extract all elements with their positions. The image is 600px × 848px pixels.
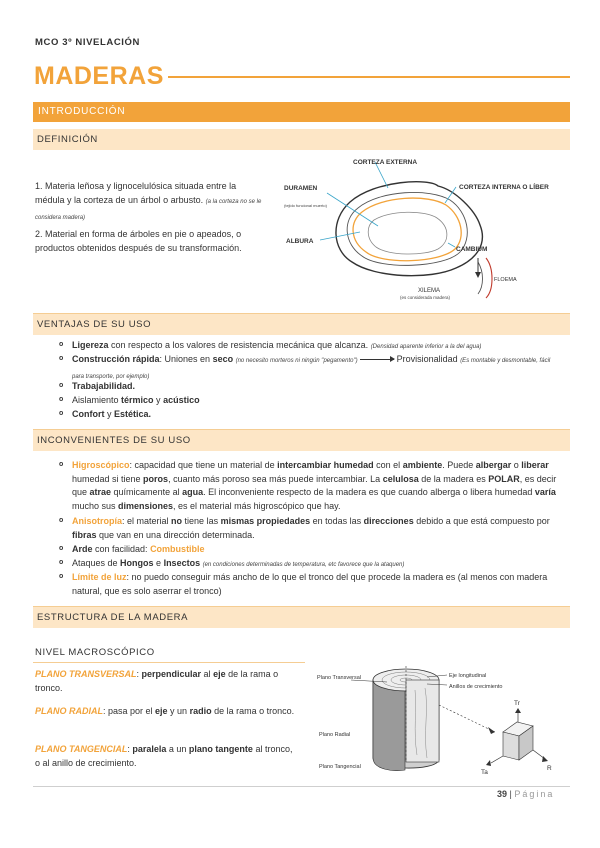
page-number: 39	[497, 789, 508, 799]
label-plano-transversal: Plano Transversal	[317, 675, 362, 681]
disadvantage-item: o Ataques de Hongos e Insectos (en condiciones determinadas de temperatura, etc favorece que la ataquen)	[72, 557, 562, 573]
disadvantage-item: o Límite de luz: no puedo conseguir más ancho de lo que el tronco del que procede la madera es (al menos con madera natural, que es solo aserrar el tronco)	[72, 571, 557, 598]
page-footer: 39 | Página	[497, 789, 555, 799]
label-xilema-note: (es considerada madera)	[400, 295, 451, 300]
subsection-macro: NIVEL MACROSCÓPICO	[35, 647, 155, 658]
section-disadvantages	[33, 430, 570, 451]
section-advantages-label: VENTAJAS DE SU USO	[37, 319, 152, 330]
disadvantage-item: o Anisotropía: el material no tiene las mismas propiedades en todas las direcciones debido a que está compuesto por fibras que van en una dirección determinada.	[72, 515, 557, 542]
title-rule	[168, 76, 570, 78]
footer-rule	[33, 786, 570, 787]
label-anillos: Anillos de crecimiento	[449, 684, 503, 690]
label-plano-radial: Plano Radial	[319, 732, 351, 738]
trunk-cross-section-diagram	[280, 150, 570, 310]
page-label: Página	[514, 789, 555, 799]
section-structure	[33, 607, 570, 628]
section-structure-label: ESTRUCTURA DE LA MADERA	[37, 612, 189, 623]
advantage-item: o Ligereza con respecto a los valores de resistencia mecánica que alcanza. (Densidad aparente inferior a la del agua)	[72, 339, 562, 355]
plane-tangential: PLANO TANGENCIAL: paralela a un plano tangente al tronco, o al anillo de crecimiento.	[35, 744, 293, 768]
section-intro-label: INTRODUCCIÓN	[38, 106, 126, 117]
course-label: MCO 3º NIVELACIÓN	[35, 37, 140, 48]
label-duramen-note: (tejido funcional muerto)	[284, 203, 327, 208]
label-xilema: XILEMA	[418, 288, 441, 294]
section-definition-label: DEFINICIÓN	[37, 134, 98, 145]
disadvantage-item: o Arde con facilidad: Combustible	[72, 543, 562, 557]
definition-2: 2. Material en forma de árboles en pie o apeados, o productos obtenidos después de su transformación.	[35, 229, 242, 253]
label-r: R	[547, 765, 552, 772]
plane-radial: PLANO RADIAL: pasa por el eje y un radio de la rama o tronco.	[35, 706, 295, 716]
section-advantages	[33, 314, 570, 335]
divider	[33, 662, 305, 663]
plane-transversal: PLANO TRANSVERSAL: perpendicular al eje de la rama o tronco.	[35, 669, 279, 693]
label-floema: FLOEMA	[494, 277, 517, 283]
wood-planes-diagram	[305, 660, 570, 782]
page-title: MADERAS	[34, 62, 164, 90]
label-cambium: CAMBIUM	[456, 246, 488, 253]
label-corteza-externa: CORTEZA EXTERNA	[353, 159, 418, 166]
advantage-item: o Construcción rápida: Uniones en seco (no necesito morteros ni ningún "pegamento") Provisionalidad (Es montable y desmontable, fácil para transporte, por ejemplo)	[72, 353, 562, 384]
label-tr: Tr	[514, 700, 520, 707]
arrow-icon	[360, 359, 394, 360]
advantage-item: o Aislamiento térmico y acústico	[72, 394, 562, 408]
section-disadvantages-label: INCONVENIENTES DE SU USO	[37, 435, 191, 446]
advantage-item: o Trabajabilidad.	[72, 380, 562, 394]
definition-1: 1. Materia leñosa y lignocelulósica situada entre la médula y la corteza de un árbol o arbusto. (a la corteza no se le considera madera)	[35, 181, 262, 221]
advantage-item: o Confort y Estética.	[72, 408, 562, 422]
disadvantage-item: o Higroscópico: capacidad que tiene un material de intercambiar humedad con el ambiente. Puede albergar o liberar humedad si tiene poros, cuanto más poroso sea más puede intercambiar. La celulosa de la madera es POLAR, es decir que atrae químicamente al agua. El inconveniente respecto de la madera es que cuando alberga o libera humedad varía mucho sus dimensiones, es el material más higroscópico que hay.	[72, 459, 557, 513]
label-albura: ALBURA	[286, 238, 314, 245]
section-intro	[33, 102, 570, 122]
section-definition	[33, 129, 570, 150]
label-ta: Ta	[481, 769, 488, 776]
label-plano-tangencial: Plano Tangencial	[319, 764, 361, 770]
label-eje: Eje longitudinal	[449, 673, 487, 679]
label-duramen: DURAMEN	[284, 185, 318, 192]
label-corteza-interna: CORTEZA INTERNA O LÍBER	[459, 184, 549, 191]
